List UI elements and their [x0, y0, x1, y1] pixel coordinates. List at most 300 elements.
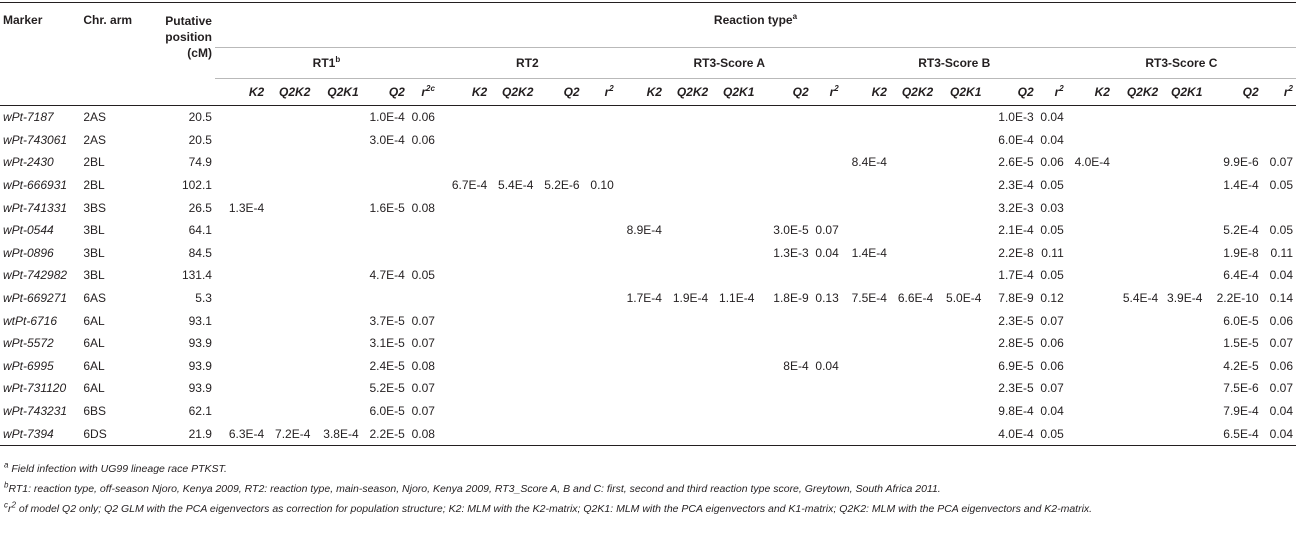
table-row: [0, 332, 1296, 355]
value-cell: [711, 219, 757, 242]
value-cell: [438, 242, 490, 265]
value-cell: 8.4E-4: [851, 155, 887, 170]
value-cell: [1161, 106, 1205, 129]
value-cell: [1067, 242, 1113, 265]
value-cell: 0.11: [1041, 245, 1064, 260]
value-cell: [711, 196, 757, 219]
value-cell: 2.8E-5: [998, 336, 1034, 351]
value-cell: [267, 242, 313, 265]
value-cell: [313, 355, 361, 378]
value-cell: [1067, 422, 1113, 445]
value-cell: 0.06: [411, 110, 435, 125]
value-cell: [711, 264, 757, 287]
header-reaction-type: Reaction type$^a$: [215, 3, 1296, 48]
chr-arm-cell: 6AL: [83, 336, 105, 351]
value-cell: [757, 196, 811, 219]
value-cell: [313, 400, 361, 423]
value-cell: [936, 242, 984, 265]
value-cell: [665, 377, 711, 400]
position-cell: 64.1: [188, 223, 212, 238]
value-cell: [617, 151, 665, 174]
value-cell: [842, 174, 890, 197]
value-cell: 8.9E-4: [626, 223, 662, 238]
value-cell: [1205, 129, 1261, 152]
value-cell: [1113, 377, 1161, 400]
subcol-header: Q2: [1017, 85, 1034, 99]
value-cell: [583, 129, 617, 152]
value-cell: [890, 400, 936, 423]
value-cell: 7.5E-6: [1223, 381, 1259, 396]
value-cell: [215, 309, 267, 332]
value-cell: [665, 332, 711, 355]
value-cell: [812, 151, 842, 174]
value-cell: 0.04: [1269, 404, 1293, 419]
value-cell: [617, 309, 665, 332]
value-cell: [583, 400, 617, 423]
value-cell: [936, 400, 984, 423]
value-cell: [617, 174, 665, 197]
value-cell: [936, 196, 984, 219]
value-cell: [1113, 106, 1161, 129]
value-cell: [313, 151, 361, 174]
value-cell: 0.07: [815, 223, 839, 238]
marker-cell: wPt-2430: [3, 155, 54, 170]
value-cell: [1113, 129, 1161, 152]
table-row: [0, 219, 1296, 242]
value-cell: [1161, 422, 1205, 445]
value-cell: [812, 422, 842, 445]
value-cell: [1161, 332, 1205, 355]
value-cell: [1067, 219, 1113, 242]
value-cell: [1067, 264, 1113, 287]
value-cell: 0.05: [1040, 223, 1064, 238]
value-cell: [438, 422, 490, 445]
value-cell: 0.04: [1269, 426, 1293, 441]
value-cell: 0.07: [411, 381, 435, 396]
value-cell: [583, 242, 617, 265]
subcol-header: K2: [248, 85, 265, 99]
value-cell: [490, 151, 536, 174]
value-cell: 3.0E-5: [773, 223, 809, 238]
value-cell: [583, 106, 617, 129]
marker-cell: wPt-0896: [3, 245, 54, 260]
subcol-header: K2: [471, 85, 488, 99]
value-cell: [490, 332, 536, 355]
value-cell: 0.06: [1040, 155, 1064, 170]
group-rt2: RT2: [438, 48, 617, 79]
chr-arm-cell: 3BS: [83, 200, 107, 215]
value-cell: [313, 309, 361, 332]
value-cell: [408, 287, 438, 310]
value-cell: [490, 377, 536, 400]
value-cell: [215, 129, 267, 152]
marker-cell: wPt-5572: [3, 336, 54, 351]
value-cell: 5.2E-4: [1223, 223, 1259, 238]
value-cell: [1161, 196, 1205, 219]
chr-arm-cell: 3BL: [83, 223, 105, 238]
table-body: [0, 106, 1296, 446]
value-cell: [711, 400, 757, 423]
table-row: [0, 309, 1296, 332]
value-cell: 0.06: [411, 132, 435, 147]
value-cell: 0.08: [411, 358, 435, 373]
value-cell: [490, 355, 536, 378]
subcol-header: Q2: [388, 85, 405, 99]
value-cell: [536, 106, 582, 129]
value-cell: [1113, 332, 1161, 355]
value-cell: [812, 129, 842, 152]
value-cell: [583, 332, 617, 355]
value-cell: [1262, 106, 1296, 129]
position-cell: 74.9: [188, 155, 212, 170]
position-cell: 93.9: [188, 358, 212, 373]
value-cell: [757, 151, 811, 174]
value-cell: [812, 106, 842, 129]
value-cell: [536, 242, 582, 265]
position-cell: 62.1: [188, 404, 212, 419]
value-cell: [215, 106, 267, 129]
value-cell: 0.05: [411, 268, 435, 283]
table-row: [0, 106, 1296, 129]
chr-arm-cell: 3BL: [83, 245, 105, 260]
value-cell: 8E-4: [783, 358, 809, 373]
table-row: [0, 264, 1296, 287]
value-cell: 0.05: [1040, 426, 1064, 441]
value-cell: 0.06: [1269, 313, 1293, 328]
value-cell: [1161, 264, 1205, 287]
position-cell: 93.9: [188, 336, 212, 351]
value-cell: [1067, 377, 1113, 400]
value-cell: [711, 106, 757, 129]
value-cell: 2.6E-5: [998, 155, 1034, 170]
subcol-header: Q2K2: [901, 85, 934, 99]
value-cell: [1113, 151, 1161, 174]
value-cell: [890, 355, 936, 378]
value-cell: [665, 400, 711, 423]
value-cell: [438, 309, 490, 332]
subcol-header: Q2K2: [1126, 85, 1159, 99]
value-cell: [1161, 219, 1205, 242]
value-cell: [536, 196, 582, 219]
value-cell: [1067, 196, 1113, 219]
chr-arm-cell: 3BL: [83, 268, 105, 283]
footnote-c: $^cr^2$ of model Q2 only; Q2 GLM with the PCA eigenvectors as correction for population structure; K2: MLM with the K2-matrix; Q2K1: MLM with the PCA eigenvectors and K1-matrix; Q2K2: MLM with the PCA eigenvectors and K2-matrix.: [4, 500, 1093, 515]
value-cell: 6.0E-5: [369, 404, 405, 419]
value-cell: [583, 377, 617, 400]
subcol-header: Q2K1: [723, 85, 755, 99]
value-cell: 0.03: [1040, 200, 1064, 215]
value-cell: [665, 174, 711, 197]
value-cell: [890, 332, 936, 355]
value-cell: [490, 287, 536, 310]
value-cell: [890, 106, 936, 129]
value-cell: 4.0E-4: [998, 426, 1034, 441]
value-cell: [438, 151, 490, 174]
value-cell: [842, 106, 890, 129]
value-cell: 1.0E-4: [369, 110, 405, 125]
value-cell: [267, 309, 313, 332]
value-cell: [936, 309, 984, 332]
subcol-header: Q2K1: [1171, 85, 1203, 99]
value-cell: [936, 174, 984, 197]
subcol-header: Q2K1: [950, 85, 982, 99]
value-cell: [890, 309, 936, 332]
position-cell: 20.5: [188, 110, 212, 125]
value-cell: [842, 400, 890, 423]
value-cell: 1.4E-4: [851, 245, 887, 260]
value-cell: [267, 400, 313, 423]
header-chr-arm: Chr. arm: [80, 3, 146, 106]
subcol-header: $r^{2c}$: [421, 84, 435, 99]
value-cell: 6.4E-4: [1223, 268, 1259, 283]
value-cell: [812, 377, 842, 400]
value-cell: [215, 174, 267, 197]
value-cell: [812, 196, 842, 219]
value-cell: [1161, 309, 1205, 332]
value-cell: [842, 264, 890, 287]
value-cell: [313, 287, 361, 310]
value-cell: [362, 242, 408, 265]
value-cell: [1113, 400, 1161, 423]
value-cell: [1161, 377, 1205, 400]
value-cell: [362, 151, 408, 174]
value-cell: [438, 377, 490, 400]
value-cell: 3.9E-4: [1167, 291, 1203, 306]
value-cell: [665, 129, 711, 152]
value-cell: [583, 309, 617, 332]
value-cell: [215, 400, 267, 423]
value-cell: [362, 174, 408, 197]
value-cell: [438, 332, 490, 355]
value-cell: [1113, 264, 1161, 287]
value-cell: 5.4E-4: [1122, 291, 1159, 306]
value-cell: [313, 219, 361, 242]
chr-arm-cell: 6BS: [83, 404, 107, 419]
value-cell: [536, 151, 582, 174]
value-cell: [936, 151, 984, 174]
value-cell: 1.3E-4: [228, 200, 265, 215]
value-cell: [1161, 174, 1205, 197]
marker-cell: wPt-742982: [3, 268, 68, 283]
value-cell: 0.04: [815, 358, 839, 373]
value-cell: [711, 377, 757, 400]
value-cell: 0.04: [1040, 132, 1064, 147]
value-cell: [267, 287, 313, 310]
value-cell: 0.06: [1040, 358, 1064, 373]
value-cell: [617, 355, 665, 378]
value-cell: [1067, 332, 1113, 355]
header-putative-position: Putative position (cM): [147, 3, 215, 106]
value-cell: [438, 400, 490, 423]
value-cell: 0.07: [411, 336, 435, 351]
value-cell: [617, 400, 665, 423]
value-cell: 1.7E-4: [626, 291, 662, 306]
value-cell: 0.11: [1270, 245, 1293, 260]
chr-arm-cell: 2BL: [83, 178, 105, 193]
value-cell: [1067, 129, 1113, 152]
value-cell: 2.4E-5: [369, 358, 405, 373]
value-cell: [215, 242, 267, 265]
value-cell: [1113, 355, 1161, 378]
value-cell: [812, 264, 842, 287]
value-cell: [665, 264, 711, 287]
value-cell: [812, 400, 842, 423]
value-cell: 7.2E-4: [275, 426, 311, 441]
value-cell: [842, 377, 890, 400]
value-cell: [490, 242, 536, 265]
value-cell: [890, 151, 936, 174]
position-cell: 26.5: [188, 200, 212, 215]
value-cell: 6.0E-5: [1223, 313, 1259, 328]
subcol-header: K2: [871, 85, 887, 99]
group-rt3-score-a: RT3-Score A: [617, 48, 842, 79]
marker-cell: wPt-7187: [3, 110, 54, 125]
table-row: [0, 174, 1296, 197]
value-cell: [1113, 174, 1161, 197]
value-cell: [408, 174, 438, 197]
marker-cell: wPt-731120: [3, 381, 67, 396]
value-cell: [711, 332, 757, 355]
value-cell: 6.0E-4: [998, 132, 1034, 147]
value-cell: [313, 242, 361, 265]
value-cell: [1113, 219, 1161, 242]
header-marker: Marker: [0, 3, 80, 106]
value-cell: [757, 129, 811, 152]
value-cell: [536, 287, 582, 310]
marker-cell: wPt-0544: [3, 223, 54, 238]
position-cell: 21.9: [188, 426, 212, 441]
value-cell: [842, 332, 890, 355]
value-cell: [711, 355, 757, 378]
value-cell: 1.3E-3: [773, 245, 809, 260]
table-row: [0, 422, 1296, 445]
value-cell: [890, 196, 936, 219]
value-cell: [215, 377, 267, 400]
value-cell: [438, 219, 490, 242]
value-cell: [812, 332, 842, 355]
marker-cell: wPt-743061: [3, 132, 68, 147]
value-cell: [536, 219, 582, 242]
value-cell: [1067, 287, 1113, 310]
value-cell: [362, 287, 408, 310]
value-cell: [1067, 309, 1113, 332]
results-table: [0, 2, 1296, 446]
value-cell: 5.2E-6: [544, 178, 580, 193]
value-cell: 0.12: [1040, 291, 1064, 306]
value-cell: [936, 377, 984, 400]
value-cell: 0.08: [411, 200, 435, 215]
value-cell: 3.7E-5: [369, 313, 405, 328]
value-cell: [267, 129, 313, 152]
value-cell: [583, 355, 617, 378]
value-cell: [267, 174, 313, 197]
value-cell: [1205, 106, 1261, 129]
subcol-header: $r^2$: [604, 84, 614, 99]
chr-arm-cell: 6AL: [83, 313, 105, 328]
value-cell: [267, 219, 313, 242]
value-cell: [215, 151, 267, 174]
value-cell: [1067, 174, 1113, 197]
value-cell: [1113, 309, 1161, 332]
value-cell: [1262, 129, 1296, 152]
value-cell: [757, 174, 811, 197]
value-cell: [842, 309, 890, 332]
value-cell: [711, 174, 757, 197]
value-cell: 0.07: [1040, 381, 1064, 396]
value-cell: 1.0E-3: [998, 110, 1034, 125]
chr-arm-cell: 6AL: [83, 381, 105, 396]
subcol-header: $r^2$: [1054, 84, 1064, 99]
marker-cell: wtPt-6716: [3, 313, 58, 328]
value-cell: 1.7E-4: [998, 268, 1034, 283]
value-cell: [711, 151, 757, 174]
value-cell: 1.1E-4: [719, 291, 755, 306]
table-row: [0, 287, 1296, 310]
value-cell: 2.2E-8: [998, 245, 1034, 260]
value-cell: 4.0E-4: [1074, 155, 1110, 170]
value-cell: [536, 309, 582, 332]
value-cell: [1161, 400, 1205, 423]
chr-arm-cell: 2AS: [83, 132, 107, 147]
value-cell: [936, 106, 984, 129]
value-cell: [757, 332, 811, 355]
value-cell: [438, 264, 490, 287]
position-cell: 131.4: [181, 268, 212, 283]
value-cell: [583, 264, 617, 287]
value-cell: [711, 129, 757, 152]
value-cell: 6.6E-4: [897, 291, 934, 306]
value-cell: [1067, 400, 1113, 423]
value-cell: [583, 151, 617, 174]
marker-cell: wPt-6995: [3, 358, 54, 373]
marker-cell: wPt-741331: [3, 200, 68, 215]
value-cell: [583, 219, 617, 242]
value-cell: [890, 422, 936, 445]
value-cell: 6.5E-4: [1223, 426, 1259, 441]
value-cell: [490, 196, 536, 219]
value-cell: 9.8E-4: [998, 404, 1034, 419]
value-cell: 0.07: [411, 313, 435, 328]
value-cell: 3.0E-4: [369, 132, 405, 147]
value-cell: [812, 174, 842, 197]
group-rt3-score-b: RT3-Score B: [842, 48, 1067, 79]
value-cell: [490, 309, 536, 332]
value-cell: [313, 106, 361, 129]
value-cell: [267, 377, 313, 400]
value-cell: [490, 400, 536, 423]
value-cell: 2.2E-5: [369, 426, 405, 441]
position-cell: 93.1: [188, 313, 212, 328]
subcol-header: $r^2$: [829, 84, 839, 99]
value-cell: [665, 422, 711, 445]
value-cell: 0.08: [411, 426, 435, 441]
value-cell: [1113, 422, 1161, 445]
subcol-header: Q2: [792, 85, 809, 99]
value-cell: 3.1E-5: [369, 336, 405, 351]
value-cell: [812, 309, 842, 332]
value-cell: [711, 309, 757, 332]
subcol-header: Q2K2: [279, 85, 311, 99]
value-cell: [362, 219, 408, 242]
value-cell: [665, 219, 711, 242]
value-cell: [617, 242, 665, 265]
value-cell: [842, 355, 890, 378]
value-cell: [890, 242, 936, 265]
value-cell: 1.6E-5: [369, 200, 405, 215]
chr-arm-cell: 6DS: [83, 426, 107, 441]
value-cell: [936, 129, 984, 152]
value-cell: [313, 174, 361, 197]
